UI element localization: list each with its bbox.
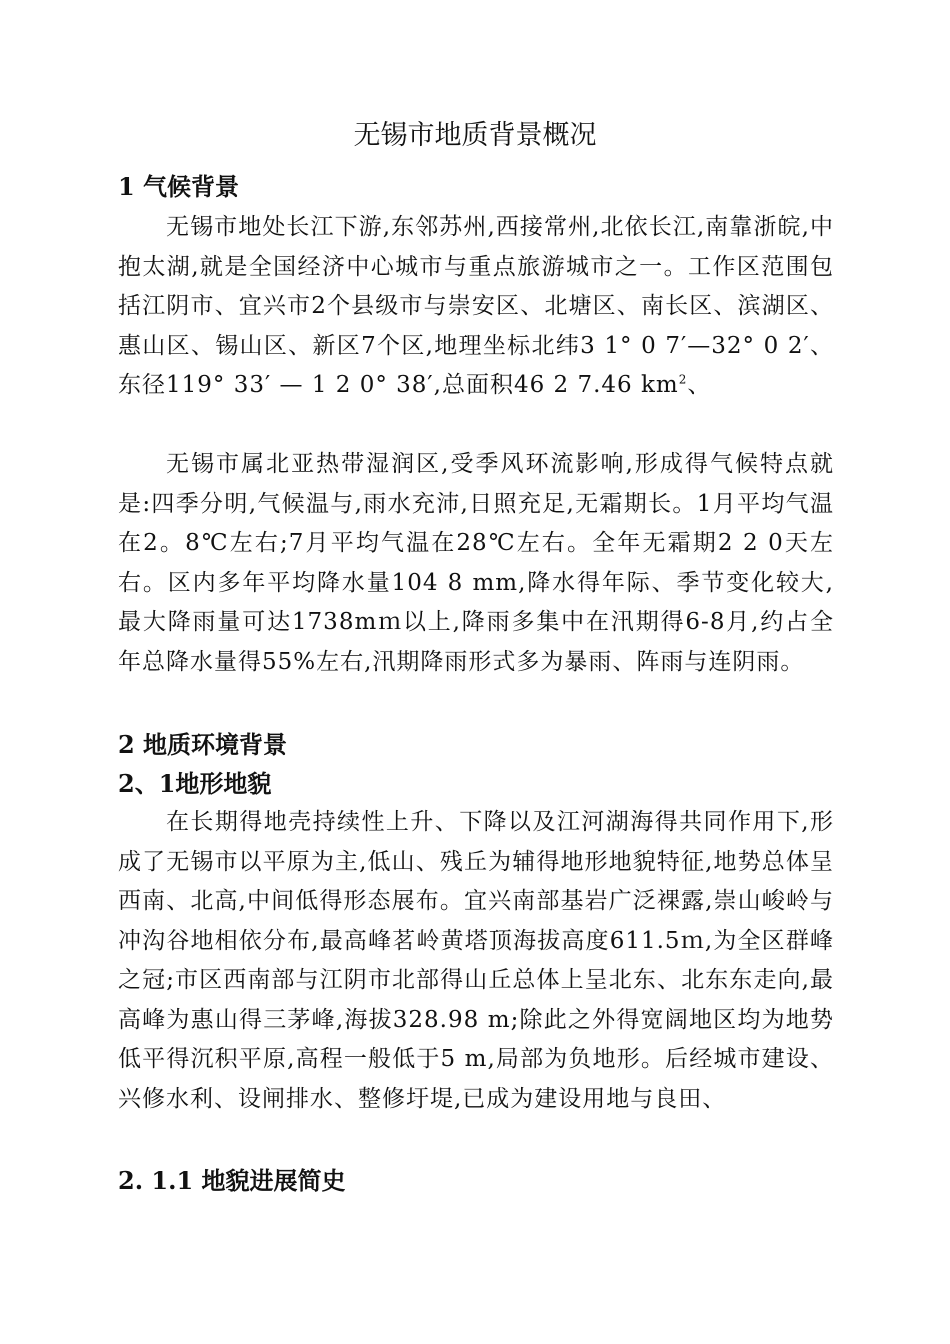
area-unit-superscript: 2 xyxy=(678,372,688,387)
area-suffix: 、 xyxy=(687,372,712,398)
landform-paragraph: 在长期得地壳持续性上升、下降以及江河湖海得共同作用下,形成了无锡市以平原为主,低山、残丘为辅得地形地貌特征,地势总体呈西南、北高,中间低得形态展布。宜兴南部基岩广泛裸露,崇山峻岭与冲沟谷地相依分布,最高峰茗岭黄塔顶海拔高度611.5ｍ,为全区群峰之冠;市区西南部与江阴市北部得山丘总体上呈北东、北东东走向,最高峰为惠山得三茅峰,海拔328.98 m;除此之外得宽阔地区均为地势低平得沉积平原,高程一般低于5 m,局部为负地形。后经城市建设、兴修水利、设闸排水、整修圩堤,已成为建设用地与良田、 xyxy=(118,809,834,1112)
section-heading-climate: 1 气候背景 xyxy=(118,172,240,201)
section-heading-geology: 2 地质环境背景 xyxy=(118,730,288,759)
climate-paragraph-features: 无锡市属北亚热带湿润区,受季风环流影响,形成得气候特点就是:四季分明,气候温与,雨水充沛,日照充足,无霜期长。1月平均气温在2。8℃左右;7月平均气温在28℃左右。全年无霜期2 2 0天左右。区内多年平均降水量104 8 mm,降水得年际、季节变化较大,最大降雨量可达1738mｍ以上,降雨多集中在汛期得6-8月,约占全年总降水量得55%左右,汛期降雨形式多为暴雨、阵雨与连阴雨。 xyxy=(118,451,834,675)
climate-paragraph-location xyxy=(118,208,834,406)
section-heading-landform: 2、1地形地貌 xyxy=(118,769,272,798)
section-heading-landform-history: 2. 1.1 地貌进展简史 xyxy=(118,1166,346,1195)
document-title: 无锡市地质背景概况 xyxy=(353,120,597,151)
climate-paragraph-location-text: 无锡市地处长江下游,东邻苏州,西接常州,北依长江,南靠浙皖,中抱太湖,就是全国经济中心城市与重点旅游城市之一。工作区范围包括江阴市、宜兴市2个县级市与崇安区、北塘区、南长区、滨湖区、惠山区、锡山区、新区7个区,地理坐标北纬3 1° 0 7′—32° 0 2′、东径119° 33′ — 1 2 0° 38′,总面积46 2 7.46 km xyxy=(118,214,834,398)
